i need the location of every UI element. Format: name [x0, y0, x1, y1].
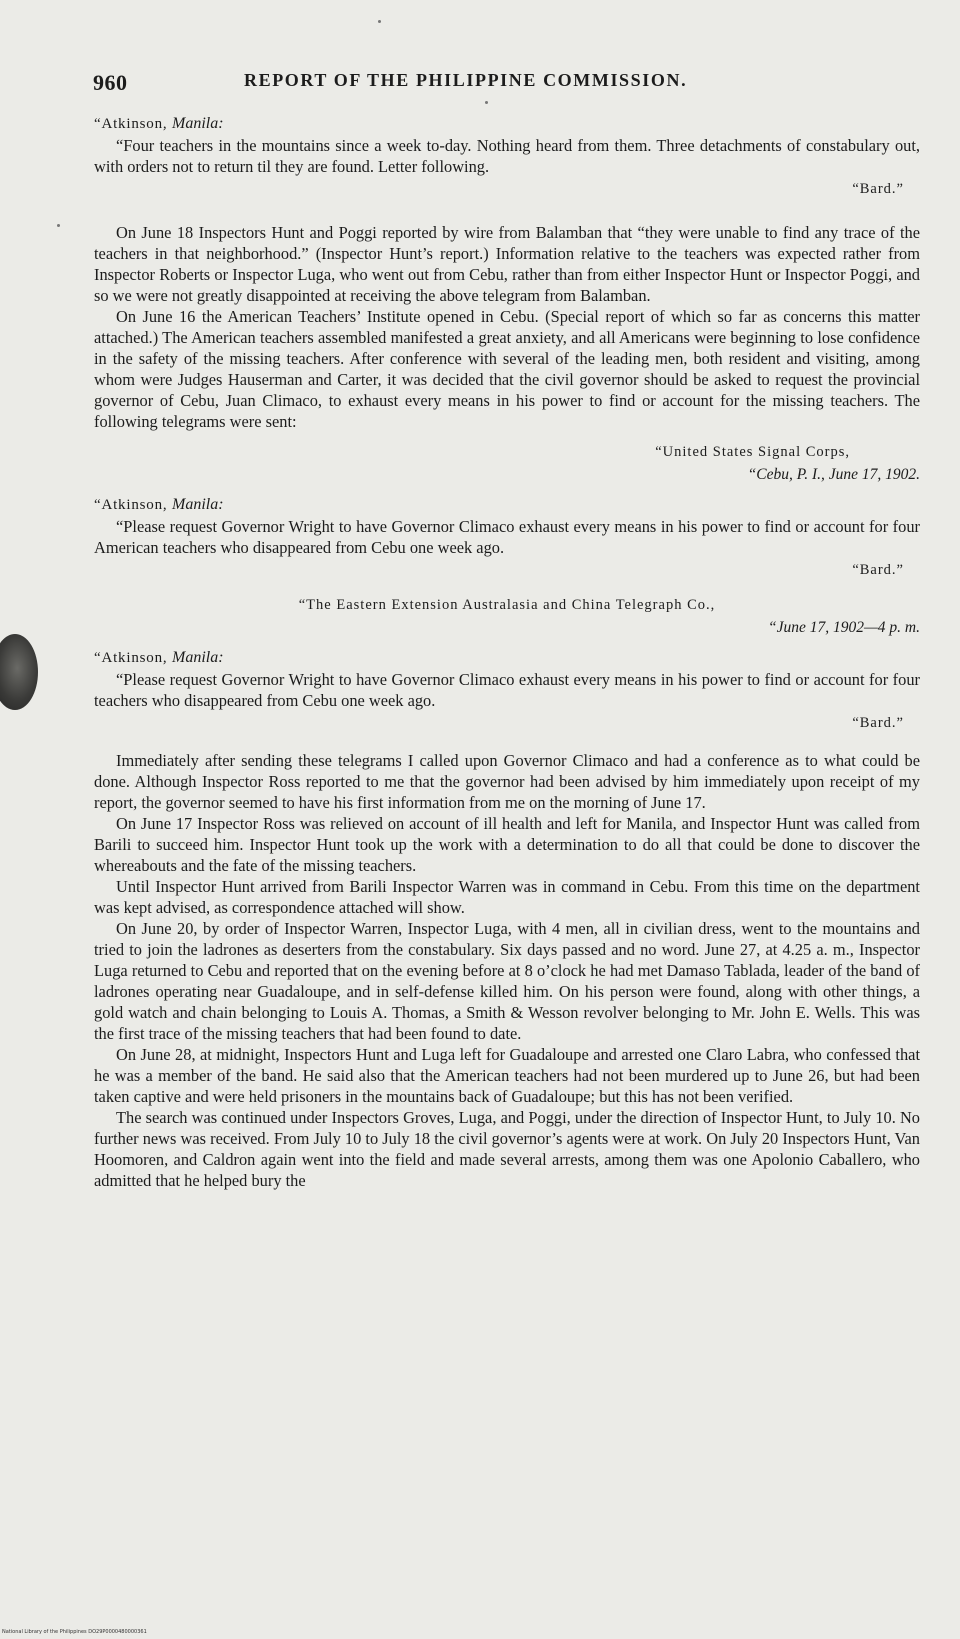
telegram-sender: “United States Signal Corps, — [655, 444, 850, 460]
scan-speck — [57, 224, 60, 227]
running-title: REPORT OF THE PHILIPPINE COMMISSION. — [244, 70, 688, 90]
telegram-addressee: “Atkinson, Manila: — [94, 115, 224, 132]
telegram-sender: “The Eastern Extension Australasia and China Telegraph Co., — [298, 597, 716, 613]
telegram-signature: “Bard.” — [852, 715, 904, 731]
paragraph: On June 17 Inspector Ross was relieved on account of ill health and left for Manila, and Inspector Hunt was called from Barili to succeed him. Inspector Hunt took up the work with a determination to do all that could be done to discover the whereabouts and the fate of the missing teachers. — [94, 814, 920, 875]
page-body — [94, 104, 920, 1191]
paragraph: Immediately after sending these telegrams I called upon Governor Climaco and had a conference as to what could be done. Although Inspector Ross reported to me that the governor had been advised by him immediately upon receipt of my report, the governor seemed to have his first information from me on the morning of June 17. — [94, 751, 920, 812]
scan-footer: National Library of the Philippines DO29P0000480000361 — [2, 1629, 147, 1635]
scan-blemish — [0, 634, 38, 710]
page-number: 960 — [93, 70, 128, 95]
telegram-addressee: “Atkinson, Manila: — [94, 496, 224, 513]
telegram-signature: “Bard.” — [852, 181, 904, 197]
paragraph: On June 16 the American Teachers’ Institute opened in Cebu. (Special report of which so far as concerns this matter attached.) The American teachers assembled manifested a great anxiety, and all Americans were beginning to lose confidence in the safety of the missing teachers. After conference with several of the leading men, both resident and visiting, among whom were Judges Hauserman and Carter, it was decided that the civil governor should be asked to request the provincial governor of Cebu, Juan Climaco, to exhaust every means in his power to find or account for the missing teachers. The following telegrams were sent: — [94, 307, 920, 431]
paragraph: On June 18 Inspectors Hunt and Poggi reported by wire from Balamban that “they were unable to find any trace of the teachers in that neighborhood.” (Inspector Hunt’s report.) Information relative to the teachers was expected rather from Inspector Roberts or Inspector Luga, who went out from Cebu, rather than from either Inspector Hunt or Inspector Poggi, and so we were not greatly disappointed at receiving the above telegram from Balamban. — [94, 223, 920, 305]
telegram-dateline: “June 17, 1902—4 p. m. — [768, 619, 920, 636]
paragraph: On June 20, by order of Inspector Warren, Inspector Luga, with 4 men, all in civilian dress, went to the mountains and tried to join the ladrones as deserters from the constabulary. Six days passed and no word. June 27, at 4.25 a. m., Inspector Luga returned to Cebu and reported that on the evening before at 8 o’clock he had met Damaso Tablada, leader of the band of ladrones operating near Guadaloupe, and in self-defense killed him. On his person were found, along with other things, a gold watch and chain belonging to Louis A. Thomas, a Smith & Wesson revolver belonging to Mr. John E. Wells. This was the first trace of the missing teachers that had been found to date. — [94, 919, 920, 1043]
telegram-body: “Four teachers in the mountains since a week to-day. Nothing heard from them. Three detachments of constabulary out, with orders not to return til they are found. Letter following. — [94, 136, 920, 176]
telegram-body: “Please request Governor Wright to have Governor Climaco exhaust every means in his power to find or account for four teachers who disappeared from Cebu one week ago. — [94, 670, 920, 710]
paragraph: The search was continued under Inspectors Groves, Luga, and Poggi, under the direction of Inspector Hunt, to July 10. No further news was received. From July 10 to July 18 the civil governor’s agents were at work. On July 20 Inspectors Hunt, Van Hoomoren, and Caldron again went into the field and made several arrests, among them was one Apolonio Caballero, who admitted that he helped bury the — [94, 1108, 920, 1190]
telegram-signature: “Bard.” — [852, 562, 904, 578]
telegram-body: “Please request Governor Wright to have Governor Climaco exhaust every means in his power to find or account for four American teachers who disappeared from Cebu one week ago. — [94, 517, 920, 557]
telegram-dateline: “Cebu, P. I., June 17, 1902. — [747, 466, 920, 483]
paragraph: On June 28, at midnight, Inspectors Hunt and Luga left for Guadaloupe and arrested one Claro Labra, who confessed that he was a member of the band. He said also that the American teachers had not been murdered up to June 26, but had been taken captive and were held prisoners in the mountains back of Guadaloupe; but this has not been verified. — [94, 1045, 920, 1106]
paragraph: Until Inspector Hunt arrived from Barili Inspector Warren was in command in Cebu. From this time on the department was kept advised, as correspondence attached will show. — [94, 877, 920, 917]
telegram-addressee: “Atkinson, Manila: — [94, 649, 224, 666]
scan-speck — [378, 20, 381, 23]
